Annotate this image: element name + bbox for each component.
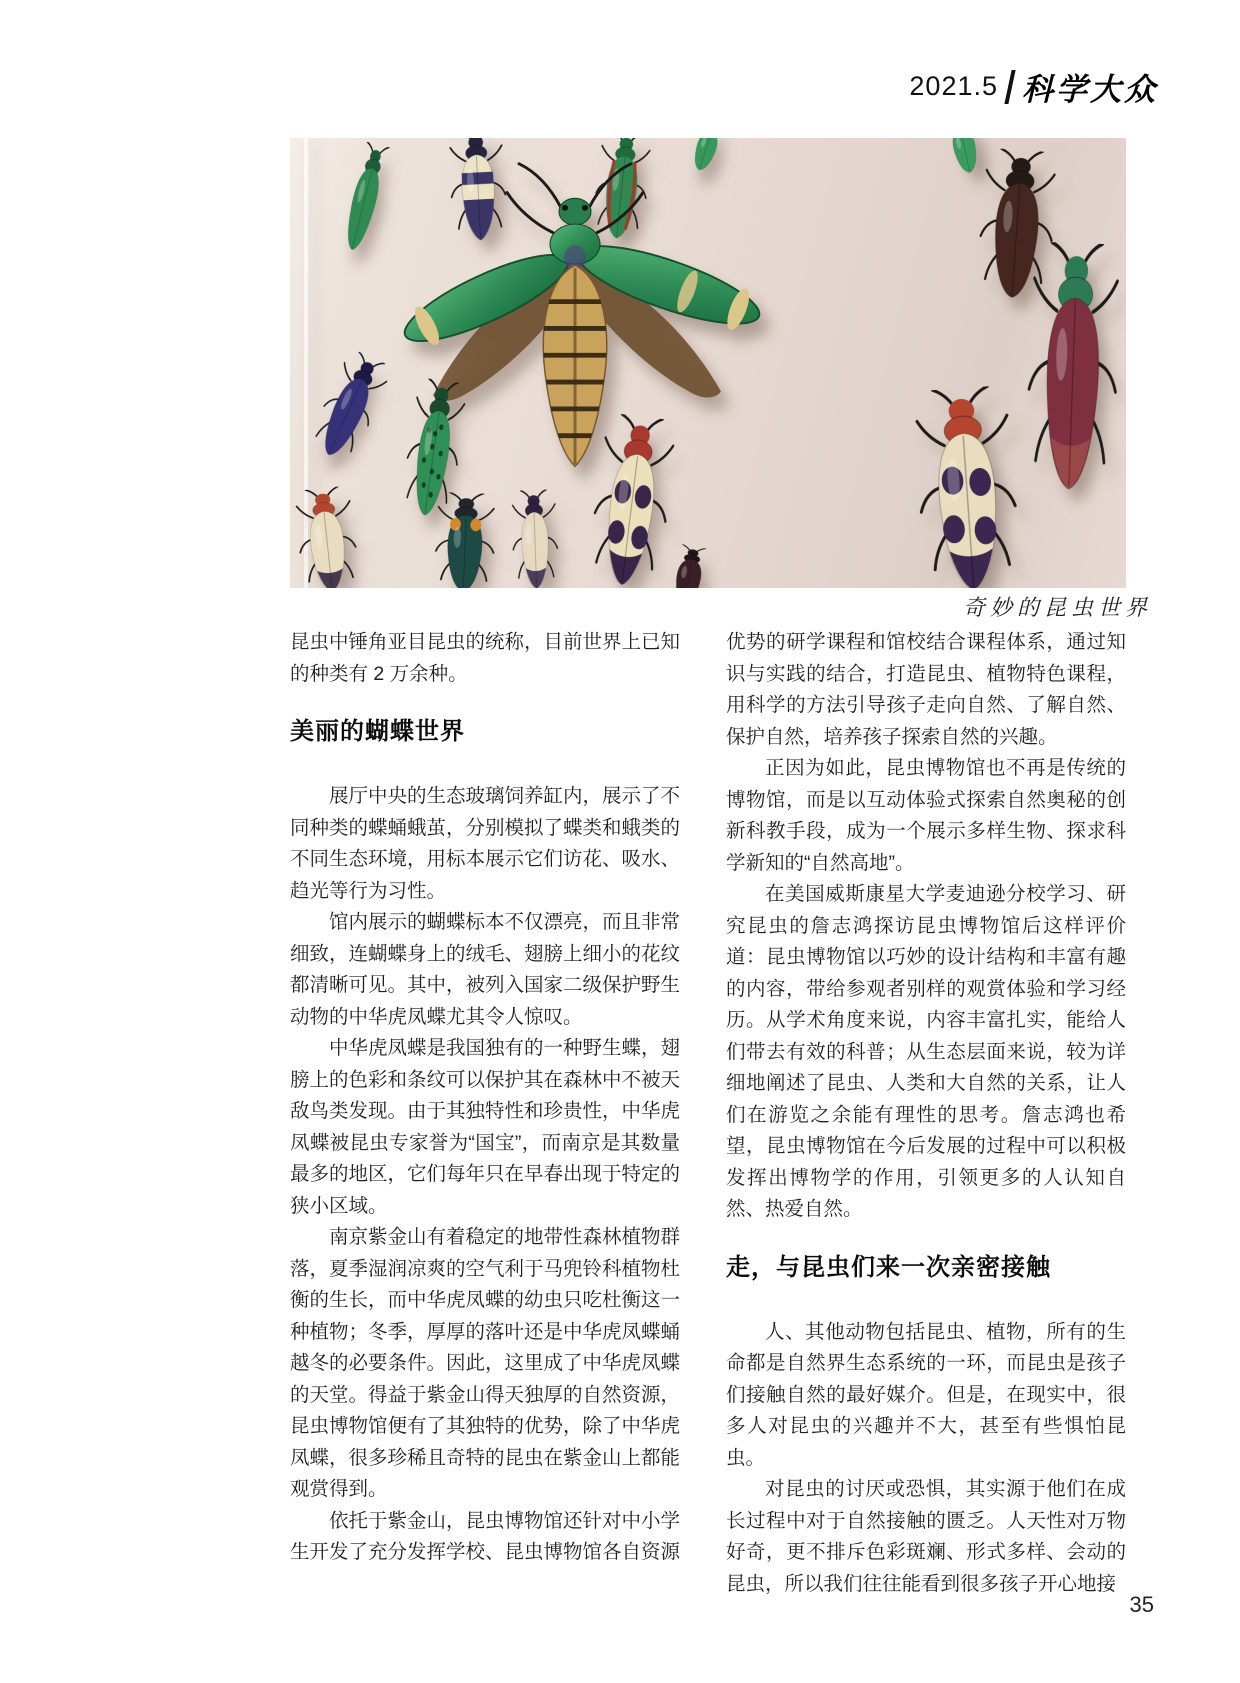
photo-caption: 奇妙的昆虫世界 — [962, 596, 1152, 621]
beetle-illustration — [293, 485, 362, 588]
paragraph: 展厅中央的生态玻璃饲养缸内，展示了不同种类的蝶蛹蛾茧，分别模拟了蝶类和蛾类的不同生态环境，用标本展示它们访花、吸水、趋光等行为习性。 — [290, 785, 681, 902]
page-number: 35 — [1129, 1592, 1154, 1617]
paragraph: 依托于紫金山，昆虫博物馆还针对中小学生开发了充分发挥学校、昆虫博物馆各自资源 — [290, 1509, 681, 1563]
section-heading-close-contact: 走，与昆虫们来一次亲密接触 — [726, 1253, 1051, 1281]
beetle-illustration — [433, 492, 496, 588]
beetle-illustration — [510, 489, 559, 588]
beetle-illustration — [911, 385, 1023, 588]
article-right-column — [726, 627, 1126, 1600]
header-divider — [1004, 70, 1015, 104]
paragraph: 对昆虫的讨厌或恐惧，其实源于他们在成长过程中对于自然接触的匮乏。人天性对万物好奇，更不排斥色彩斑斓、形式多样、会动的昆虫，所以我们往往能看到很多孩子开心地接 — [726, 1478, 1126, 1595]
paragraph: 馆内展示的蝴蝶标本不仅漂亮，而且非常细致，连蝴蝶身上的绒毛、翅膀上细小的花纹都清晰可见。其中，被列入国家二级保护野生动物的中华虎凤蝶尤其令人惊叹。 — [290, 911, 681, 1028]
magazine-header — [909, 64, 1158, 109]
beetle-illustration — [663, 543, 715, 588]
section-heading-butterfly-world: 美丽的蝴蝶世界 — [290, 718, 465, 745]
paragraph: 正因为如此，昆虫博物馆也不再是传统的博物馆，而是以互动体验式探索自然奥秘的创新科教手段，成为一个展示多样生物、探求科学新知的“自然高地”。 — [726, 757, 1126, 874]
issue-label: 2021.5 — [909, 71, 998, 101]
beetle-illustration — [939, 138, 988, 177]
paragraph: 南京紫金山有着稳定的地带性森林植物群落，夏季湿润凉爽的空气利于马兜铃科植物杜衡的生长，而中华虎凤蝶的幼虫只吃杜衡这一种植物；冬季，厚厚的落叶还是中华虎凤蝶蛹越冬的必要条件。因此，这里成了中华虎凤蝶的天堂。得益于紫金山得天独厚的自然资源，昆虫博物馆便有了其独特的优势，除了中华虎凤蝶，很多珍稀且奇特的昆虫在紫金山上都能观赏得到。 — [290, 1226, 681, 1500]
article-left-column — [290, 627, 680, 1569]
beetle-illustration — [1024, 242, 1123, 495]
specimen-photo — [290, 138, 1126, 588]
paragraph-group — [726, 1317, 1126, 1601]
magazine-logo: 科学大众 — [1022, 72, 1158, 108]
paragraph: 中华虎凤蝶是我国独有的一种野生蝶，翅膀上的色彩和条纹可以保护其在森林中不被天敌鸟类发现。由于其独特性和珍贵性，中华虎凤蝶被昆虫专家誉为“国宝”，而南京是其数量最多的地区，它们每年只在早春出现于特定的狭小区域。 — [290, 1037, 681, 1217]
paragraph: 人、其他动物包括昆虫、植物，所有的生命都是自然界生态系统的一环，而昆虫是孩子们接触自然的最好媒介。但是，在现实中，很多人对昆虫的兴趣并不大，甚至有些惧怕昆虫。 — [726, 1320, 1126, 1469]
paragraph: 在美国威斯康星大学麦迪逊分校学习、研究昆虫的詹志鸿探访昆虫博物馆后这样评价道：昆虫博物馆以巧妙的设计结构和丰富有趣的内容，带给参观者别样的观赏体验和学习经历。从学术角度来说，内容丰富扎实，能给人们带去有效的科普；从生态层面来说，较为详细地阐述了昆虫、人类和大自然的关系，让人们在游览之余能有理性的思考。詹志鸿也希望，昆虫博物馆在今后发展的过程中可以积极发挥出博物学的作用，引领更多的人认知自然、热爱自然。 — [726, 883, 1126, 1220]
paragraph: 优势的研学课程和馆校结合课程体系，通过知识与实践的结合，打造昆虫、植物特色课程，用科学的方法引导孩子走向自然、了解自然、保护自然，培养孩子探索自然的兴趣。 — [726, 631, 1126, 748]
paragraph-group — [290, 781, 680, 1569]
paragraph: 昆虫中锤角亚目昆虫的统称，目前世界上已知的种类有 2 万余种。 — [290, 631, 681, 685]
paragraph-group — [726, 627, 1126, 1226]
